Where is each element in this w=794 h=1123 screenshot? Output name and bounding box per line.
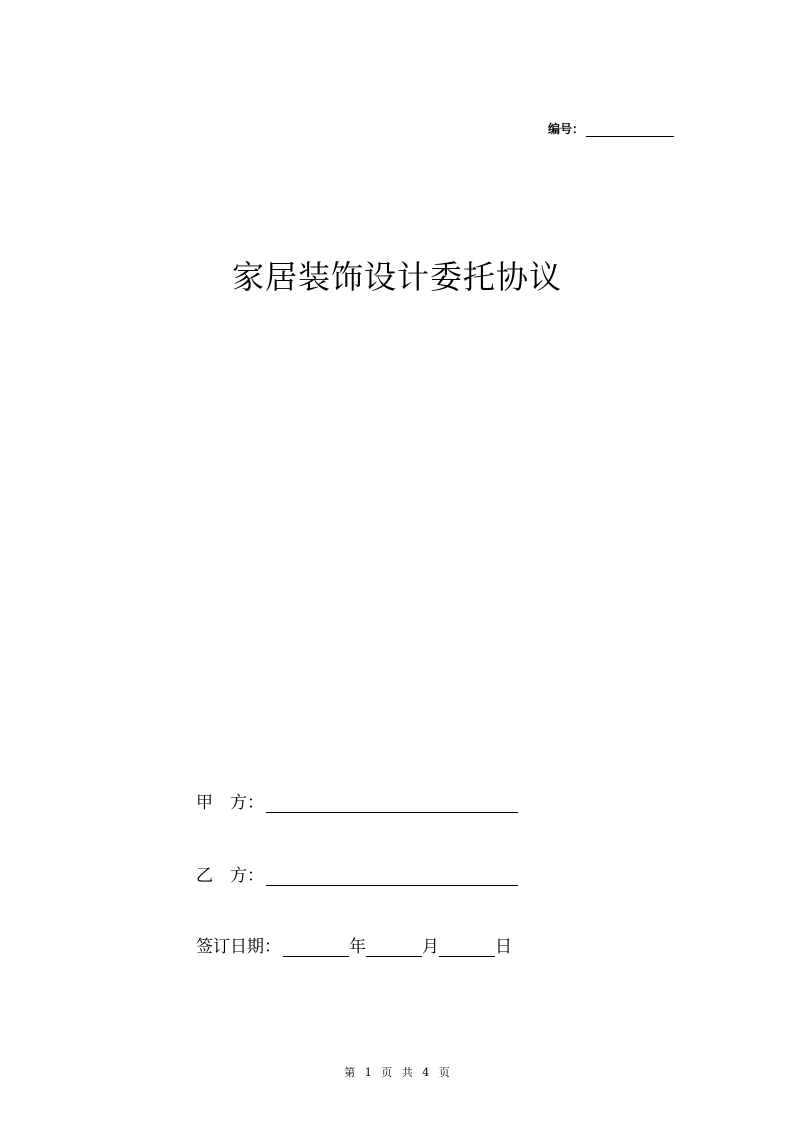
signing-month-label: 月 (422, 937, 439, 957)
signing-date-label: 签订日期： (196, 937, 281, 957)
signing-month-blank[interactable] (366, 938, 422, 957)
footer-prefix: 第 (344, 1066, 356, 1079)
serial-number-field (548, 120, 674, 137)
footer-page-word: 页 (381, 1066, 393, 1079)
signing-day-label: 日 (495, 937, 512, 957)
party-b-label: 乙 方： (196, 866, 264, 886)
party-a-row (196, 788, 518, 813)
footer-suffix: 页 (438, 1066, 450, 1079)
serial-number-blank[interactable] (586, 122, 674, 137)
footer-total-pages: 4 (422, 1066, 430, 1079)
signing-year-blank[interactable] (283, 938, 349, 957)
party-a-label: 甲 方： (196, 793, 264, 813)
party-b-blank[interactable] (266, 867, 518, 886)
footer-total-prefix: 共 (401, 1066, 413, 1079)
party-a-blank[interactable] (266, 794, 518, 813)
footer-current-page: 1 (364, 1066, 372, 1079)
page-footer (0, 1064, 794, 1080)
signing-day-blank[interactable] (439, 938, 495, 957)
party-b-row (196, 861, 518, 886)
serial-number-label: 编号： (548, 122, 585, 136)
document-title: 家居装饰设计委托协议 (231, 258, 562, 296)
signing-year-label: 年 (349, 937, 366, 957)
signing-date-row (196, 932, 512, 957)
